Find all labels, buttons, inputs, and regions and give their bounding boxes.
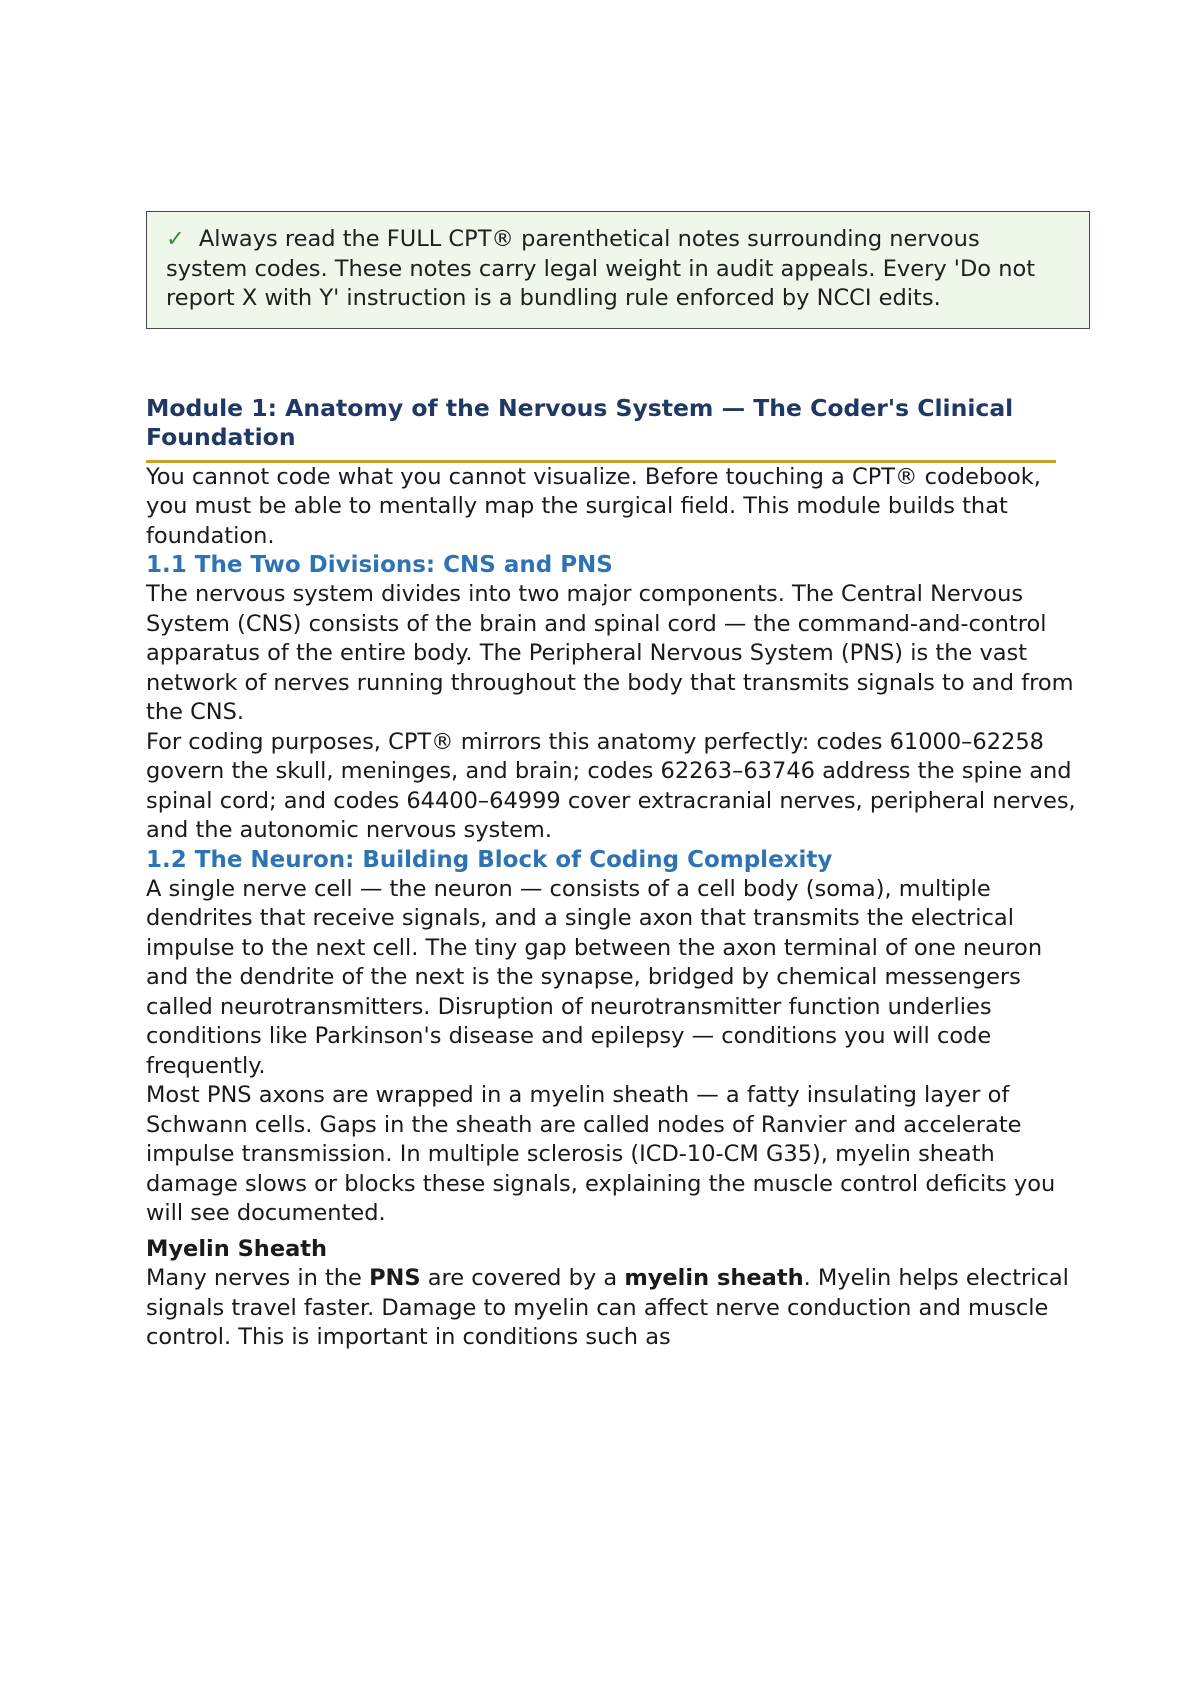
- myelin-text-a: Many nerves in the: [146, 1265, 370, 1291]
- myelin-text-b: are covered by a: [420, 1265, 625, 1291]
- section-1-1-paragraph-2: For coding purposes, CPT® mirrors this anatomy perfectly: codes 61000–62258 govern the skull, meninges, and brain; codes 62263–63746 address the spine and spinal cord; and codes 64400–64999 cover extracranial nerves, peripheral nerves, and the autonomic nervous system.: [146, 728, 1076, 843]
- section-1-2-heading: 1.2 The Neuron: Building Block of Coding Complexity: [146, 846, 833, 873]
- myelin-bold-pns: PNS: [369, 1265, 421, 1291]
- document-page: [146, 211, 1092, 1353]
- section-1-2-paragraph-2: Most PNS axons are wrapped in a myelin sheath — a fatty insulating layer of Schwann cells. Gaps in the sheath are called nodes of Ranvier and accelerate impulse transmission. In multiple sclerosis (ICD-10-CM G35), myelin sheath damage slows or blocks these signals, explaining the muscle control deficits you will see documented.: [146, 1082, 1056, 1226]
- tip-callout: [146, 211, 1090, 329]
- myelin-paragraph: [146, 1264, 1076, 1353]
- module-title: Module 1: Anatomy of the Nervous System — The Coder's Clinical Foundation: [146, 393, 1014, 451]
- myelin-sheath-heading: Myelin Sheath: [146, 1235, 328, 1262]
- module-intro: You cannot code what you cannot visualize. Before touching a CPT® codebook, you must be able to mentally map the surgical field. This module builds that foundation.: [146, 463, 1041, 549]
- section-1-1-paragraph-1: The nervous system divides into two major components. The Central Nervous System (CNS) consists of the brain and spinal cord — the command-and-control apparatus of the entire body. The Peripheral Nervous System (PNS) is the vast network of nerves running throughout the body that transmits signals to and from the CNS.: [146, 581, 1074, 725]
- section-1-2-paragraph-1: A single nerve cell — the neuron — consists of a cell body (soma), multiple dendrites that receive signals, and a single axon that transmits the electrical impulse to the next cell. The tiny gap between the axon terminal of one neuron and the dendrite of the next is the synapse, bridged by chemical messengers called neurotransmitters. Disruption of neurotransmitter function underlies conditions like Parkinson's disease and epilepsy — conditions you will code frequently.: [146, 875, 1043, 1079]
- tip-text: Always read the FULL CPT® parenthetical notes surrounding nervous system codes. These notes carry legal weight in audit appeals. Every 'Do not report X with Y' instruction is a bundling rule enforced by NCCI edits.: [166, 226, 1036, 311]
- checkmark-icon: ✓: [166, 226, 185, 252]
- myelin-bold-sheath: myelin sheath: [624, 1265, 804, 1291]
- myelin-text-c: . Myelin helps electrical signals travel faster. Damage to myelin can affect nerve conduction and muscle control. This is important in conditions such as: [146, 1265, 1069, 1350]
- section-1-1-heading: 1.1 The Two Divisions: CNS and PNS: [146, 552, 613, 578]
